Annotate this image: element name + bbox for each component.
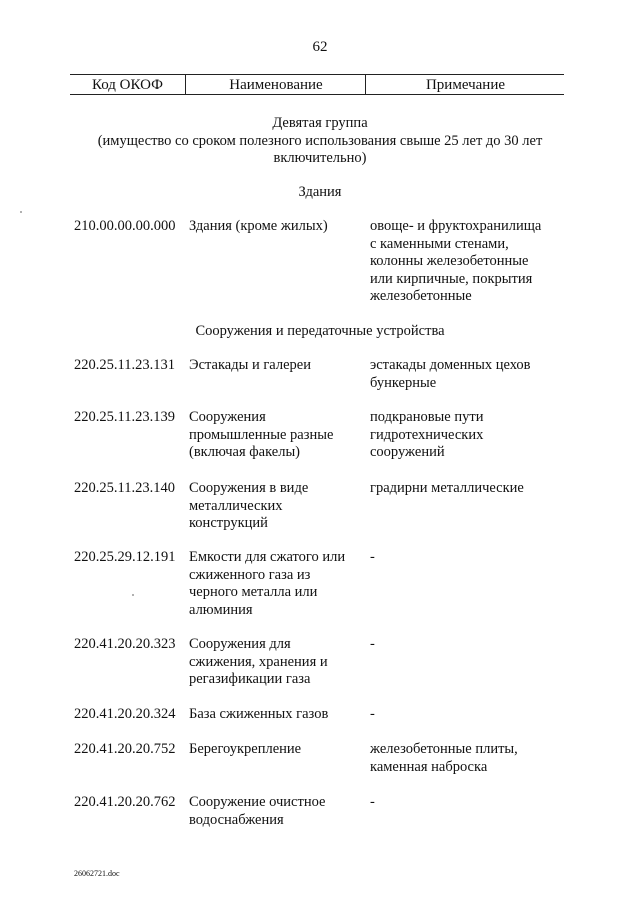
- row-name: [189, 357, 364, 375]
- row-name-line: сжиженного газа из: [189, 566, 311, 583]
- row-note: [370, 409, 570, 462]
- row-name-line: сжижения, хранения и: [189, 653, 328, 670]
- row-note-line: -: [370, 549, 375, 565]
- header-name: Наименование: [185, 75, 366, 94]
- row-name-line: Емкости для сжатого или: [189, 549, 346, 565]
- row-note: [370, 636, 570, 654]
- row-code: 220.25.11.23.139: [74, 409, 175, 425]
- row-note-line: подкрановые пути: [370, 409, 484, 425]
- row-code: 220.41.20.20.323: [74, 636, 176, 652]
- row-note-line: железобетонные: [370, 288, 472, 304]
- row-code: 220.41.20.20.324: [74, 706, 176, 722]
- row-name-line: Здания (кроме жилых): [189, 218, 328, 234]
- row-code: 220.25.11.23.131: [74, 357, 175, 373]
- row-code: 210.00.00.00.000: [74, 218, 176, 234]
- row-note: [370, 480, 570, 498]
- row-note-line: градирни металлические: [370, 480, 524, 496]
- table-header: [70, 74, 564, 95]
- footer-filename: 26062721.doc: [74, 869, 120, 878]
- page-number: 62: [312, 39, 328, 55]
- row-name-line: алюминия: [189, 601, 253, 618]
- row-name-line: промышленные разные: [189, 426, 334, 443]
- row-name-line: Сооружения в виде: [189, 480, 309, 496]
- row-note: [370, 357, 570, 392]
- row-name: [189, 706, 364, 724]
- row-name: [189, 218, 364, 236]
- scan-speck: [20, 211, 22, 213]
- row-name-line: Берегоукрепление: [189, 741, 302, 757]
- row-name-line: (включая факелы): [189, 444, 301, 460]
- row-name-line: конструкций: [189, 515, 268, 531]
- row-note-line: каменная наброска: [370, 758, 488, 775]
- row-note: [370, 218, 570, 306]
- row-code: 220.25.11.23.140: [74, 480, 175, 496]
- row-note-line: колонны железобетонные: [370, 253, 529, 269]
- row-code: 220.41.20.20.762: [74, 794, 176, 810]
- row-note: [370, 794, 570, 812]
- row-code: 220.25.29.12.191: [74, 549, 176, 565]
- section-buildings-title: Здания: [298, 184, 342, 200]
- row-note-line: -: [370, 706, 375, 722]
- group-subtitle-line1: (имущество со сроком полезного использования свыше 25 лет до 30 лет: [97, 133, 543, 149]
- header-note: Примечание: [365, 75, 565, 94]
- row-note-line: с каменными стенами,: [370, 235, 509, 252]
- row-name-line: металлических: [189, 497, 283, 514]
- row-note-line: овоще- и фруктохранилища: [370, 218, 542, 234]
- group-title: Девятая группа: [272, 115, 368, 131]
- row-code: 220.41.20.20.752: [74, 741, 176, 757]
- row-note: [370, 549, 570, 567]
- row-note-line: железобетонные плиты,: [370, 741, 518, 757]
- row-name-line: водоснабжения: [189, 811, 284, 828]
- row-note-line: бункерные: [370, 374, 437, 391]
- row-name: [189, 480, 364, 533]
- row-note-line: -: [370, 794, 375, 810]
- row-note-line: -: [370, 636, 375, 652]
- header-code: Код ОКОФ: [91, 77, 164, 93]
- row-name-line: Сооружение очистное: [189, 794, 326, 810]
- row-name: [189, 794, 364, 829]
- row-name-line: черного металла или: [189, 584, 318, 600]
- row-name-line: Сооружения для: [189, 636, 291, 652]
- row-note-line: эстакады доменных цехов: [370, 357, 531, 373]
- row-note: [370, 741, 570, 776]
- row-note: [370, 706, 570, 724]
- row-name: [189, 636, 364, 689]
- row-name: [189, 741, 364, 759]
- row-name: [189, 549, 364, 619]
- row-name-line: Сооружения: [189, 409, 266, 425]
- row-note-line: гидротехнических: [370, 426, 484, 443]
- row-name-line: регазификации газа: [189, 671, 311, 687]
- row-name: [189, 409, 364, 462]
- row-note-line: или кирпичные, покрытия: [370, 270, 533, 287]
- row-name-line: База сжиженных газов: [189, 706, 329, 722]
- row-name-line: Эстакады и галереи: [189, 357, 311, 373]
- row-note-line: сооружений: [370, 444, 445, 460]
- scan-speck: [132, 594, 134, 596]
- section-structures-title: Сооружения и передаточные устройства: [195, 323, 445, 339]
- group-subtitle-line2: включительно): [273, 150, 367, 166]
